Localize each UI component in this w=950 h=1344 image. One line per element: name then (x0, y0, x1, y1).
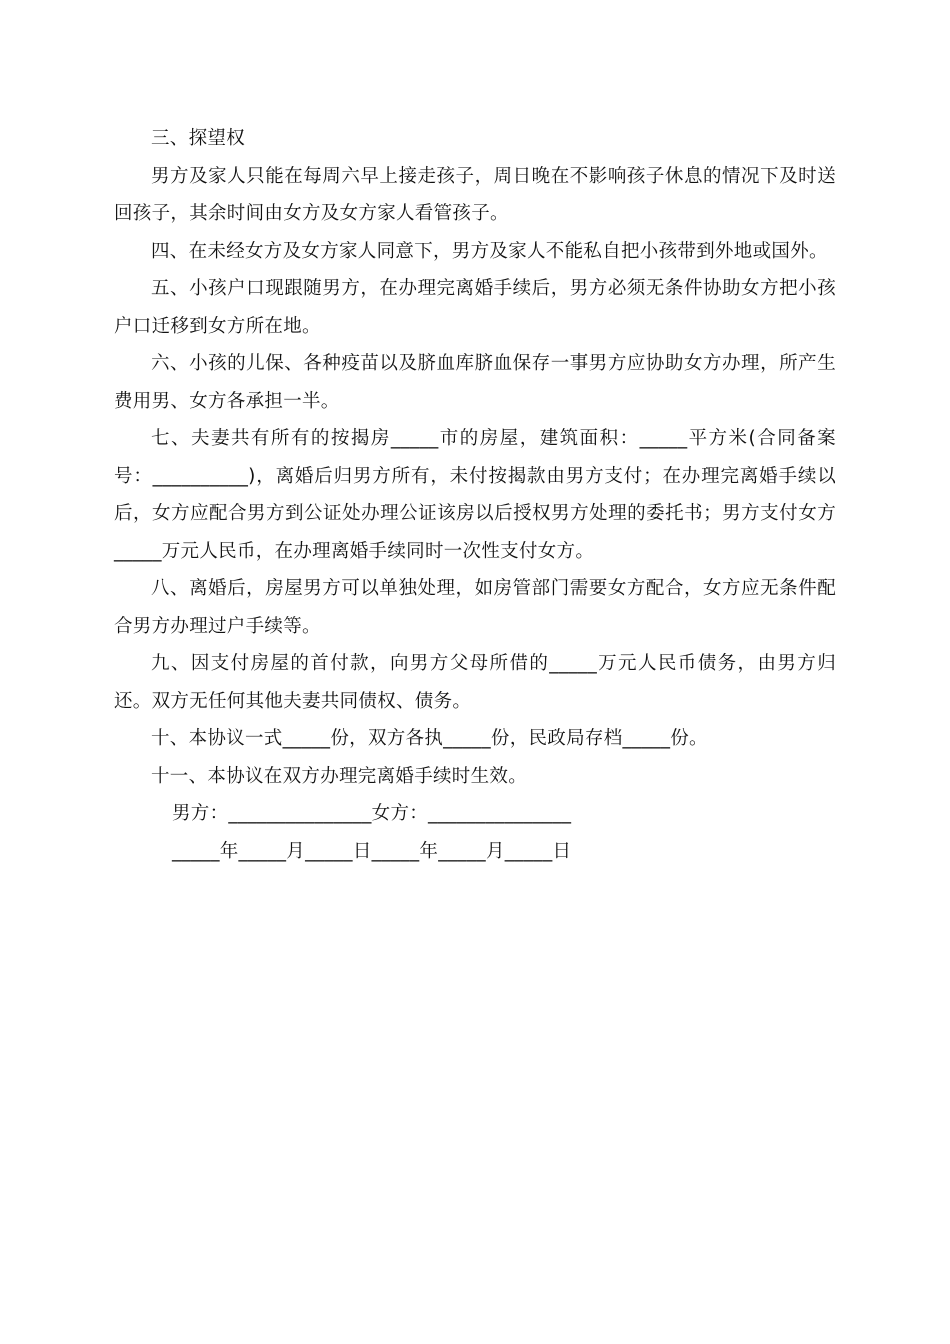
paragraph-clause-11: 十一、本协议在双方办理完离婚手续时生效。 (151, 765, 528, 787)
signature-line: 男方：_______________女方：_______________ (172, 803, 572, 824)
section-heading-visitation: 三、探望权 (151, 128, 246, 149)
paragraph-clause-5: 五、小孩户口现跟随男方，在办理完离婚手续后，男方必须无条件协助女方把小孩户口迁移到女方所在地。 (114, 278, 836, 337)
paragraph-clause-8: 八、离婚后，房屋男方可以单独处理，如房管部门需要女方配合，女方应无条件配合男方办理过户手续等。 (114, 578, 836, 637)
date-line: _____年_____月_____日_____年_____月_____日 (172, 840, 572, 862)
paragraph-clause-4: 四、在未经女方及女方家人同意下，男方及家人不能私自把小孩带到外地或国外。 (151, 240, 828, 262)
document-body (114, 120, 836, 870)
paragraph-clause-9: 九、因支付房屋的首付款，向男方父母所借的_____万元人民币债务，由男方归还。双方无任何其他夫妻共同债权、债务。 (114, 653, 836, 712)
paragraph-clause-10: 十、本协议一式_____份，双方各执_____份，民政局存档_____份。 (151, 728, 708, 749)
paragraph-clause-6: 六、小孩的儿保、各种疫苗以及脐血库脐血保存一事男方应协助女方办理，所产生费用男、女方各承担一半。 (114, 353, 836, 412)
paragraph-clause-7: 七、夫妻共有所有的按揭房_____市的房屋，建筑面积：_____平方米(合同备案号：__________)，离婚后归男方所有，未付按揭款由男方支付；在办理完离婚手续以后，女方应配合男方到公证处办理公证该房以后授权男方处理的委托书；男方支付女方_____万元人民币，在办理离婚手续同时一次性支付女方。 (114, 428, 836, 562)
paragraph-visitation-schedule: 男方及家人只能在每周六早上接走孩子，周日晚在不影响孩子休息的情况下及时送回孩子，其余时间由女方及女方家人看管孩子。 (114, 165, 836, 224)
